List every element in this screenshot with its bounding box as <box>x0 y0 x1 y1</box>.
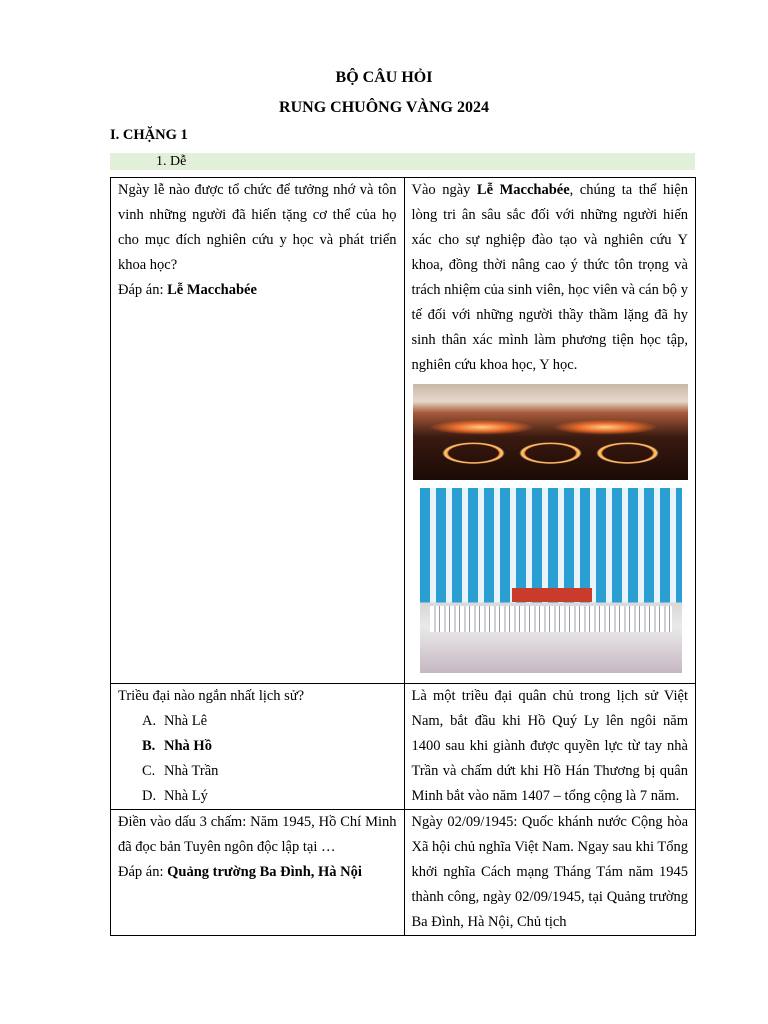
explanation-pre: Vào ngày <box>411 182 477 198</box>
explanation-text: Là một triều đại quân chủ trong lịch sử Việt Nam, bắt đầu khi Hồ Quý Ly lên ngôi năm 1400 sau khi giành được quyền lực từ tay nhà Trần và chấm dứt khi Hồ Hán Thương bị quân Minh bắt vào năm 1407 – tổng cộng là 7 năm. <box>411 688 688 804</box>
section-heading: I. CHẶNG 1 <box>110 127 188 143</box>
level-heading-bar <box>110 153 695 170</box>
document-title-line-2: RUNG CHUÔNG VÀNG 2024 <box>279 99 489 116</box>
level-heading: 1. Dễ <box>156 154 187 169</box>
option-item <box>118 709 397 734</box>
answer-line <box>118 278 397 303</box>
question-text: Ngày lễ nào được tổ chức để tưởng nhớ và tôn vinh những người đã hiến tặng cơ thể của họ cho mục đích nghiên cứu y học và phát triển khoa học? <box>118 182 397 273</box>
question-table <box>110 177 696 936</box>
option-letter: A. <box>142 713 157 729</box>
table-row <box>111 810 696 936</box>
option-text: Nhà Trần <box>164 763 219 779</box>
option-letter: B. <box>142 738 156 754</box>
explanation-post: , chúng ta thể hiện lòng tri ân sâu sắc đối với những người hiến xác cho sự nghiệp đào tạo và nghiên cứu Y khoa, đồng thời nâng cao ý thức tôn trọng và trách nhiệm của sinh viên, học viên và cán bộ y tế đối với những người thầy thầm lặng đã hy sinh thân xác mình làm phương tiện học tập, nghiên cứu khoa học, Y học. <box>411 182 688 373</box>
option-text: Nhà Lê <box>164 713 208 729</box>
option-text: Nhà Hồ <box>164 738 212 754</box>
option-letter: C. <box>142 763 156 779</box>
explanation-text: Ngày 02/09/1945: Quốc khánh nước Cộng hòa Xã hội chủ nghĩa Việt Nam. Ngay sau khi Tổng khởi nghĩa Cách mạng Tháng Tám năm 1945 thành công, ngày 02/09/1945, tại Quảng trường Ba Đình, Hà Nội, Chủ tịch <box>411 814 688 930</box>
question-cell <box>111 178 405 684</box>
candle-ceremony-photo <box>413 384 688 480</box>
answer-value: Lễ Macchabée <box>167 282 257 298</box>
explanation-cell <box>404 810 696 936</box>
table-row <box>111 684 696 810</box>
university-building-photo <box>420 488 682 673</box>
answer-line <box>118 860 397 885</box>
option-item <box>118 784 397 809</box>
answer-value: Quảng trường Ba Đình, Hà Nội <box>167 864 362 880</box>
option-list <box>118 709 397 809</box>
table-row <box>111 178 696 684</box>
option-letter: D. <box>142 788 157 804</box>
question-cell <box>111 810 405 936</box>
option-item-correct <box>118 734 397 759</box>
question-text: Điền vào dấu 3 chấm: Năm 1945, Hồ Chí Minh đã đọc bản Tuyên ngôn độc lập tại … <box>118 814 397 855</box>
document-title-line-1: BỘ CÂU HỎI <box>335 69 433 86</box>
option-item <box>118 759 397 784</box>
question-text: Triều đại nào ngắn nhất lịch sử? <box>118 688 305 704</box>
question-cell <box>111 684 405 810</box>
explanation-bold: Lễ Macchabée <box>476 182 570 198</box>
explanation-text <box>412 178 689 378</box>
option-text: Nhà Lý <box>164 788 208 804</box>
answer-label: Đáp án: <box>118 864 168 880</box>
explanation-cell <box>404 178 696 684</box>
answer-label: Đáp án: <box>118 282 168 298</box>
explanation-cell <box>404 684 696 810</box>
